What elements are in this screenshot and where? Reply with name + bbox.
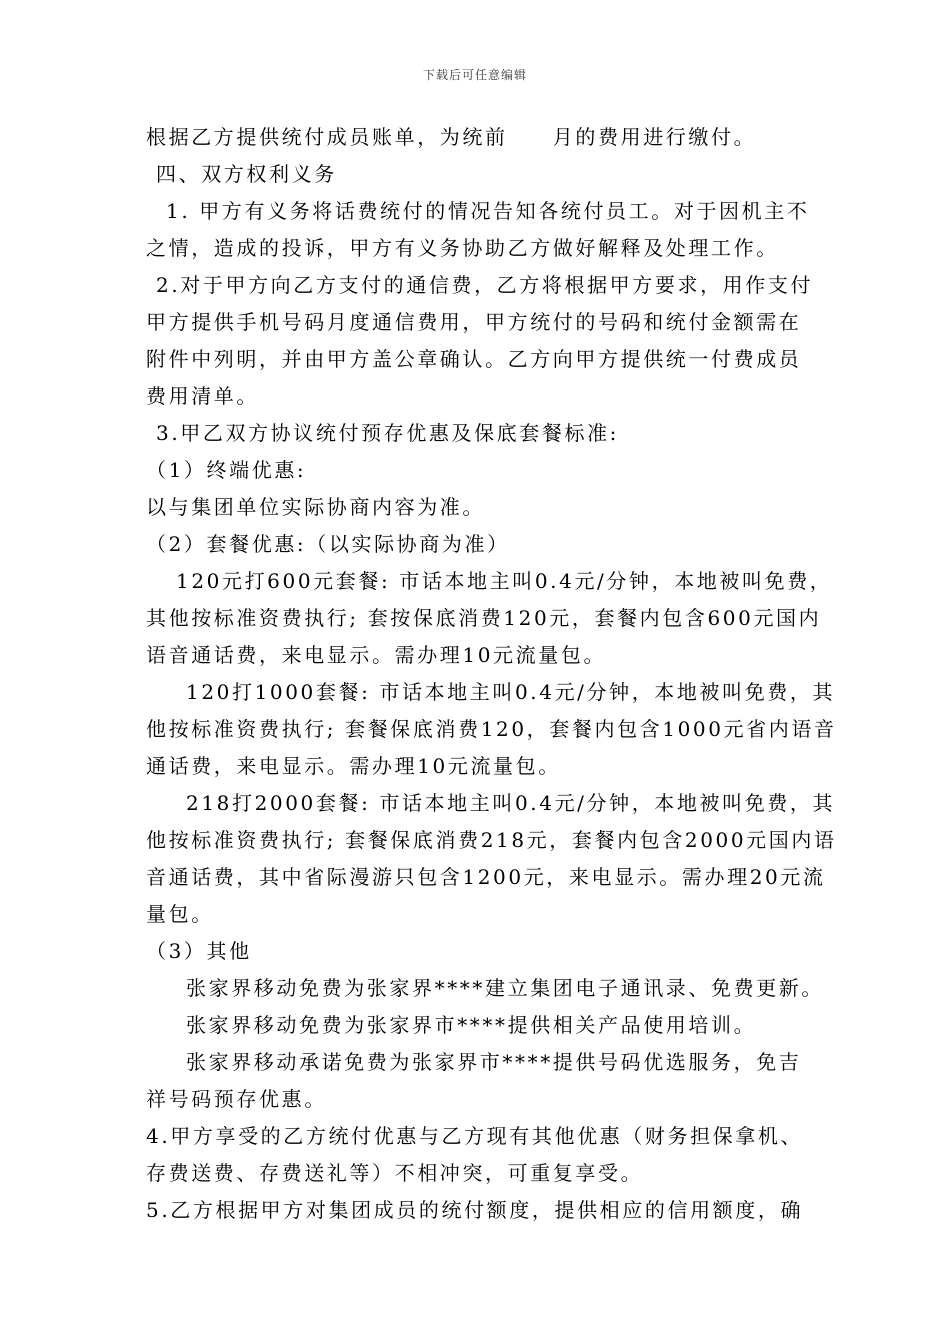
text-line: 语音通话费，来电显示。需办理10元流量包。 [146,643,607,667]
text-line: 2.对于甲方向乙方支付的通信费，乙方将根据甲方要求，用作支付 [156,273,814,297]
text-line: 218打2000套餐: 市话本地主叫0.4元/分钟，本地被叫免费，其 [186,791,836,815]
text-line: 3.甲乙双方协议统付预存优惠及保底套餐标准: [156,421,620,445]
text-line: 5.乙方根据甲方对集团成员的统付额度，提供相应的信用额度，确 [146,1198,804,1222]
text-line: （1）终端优惠: [146,458,307,482]
text-line: 根据乙方提供统付成员账单，为统前 月的费用进行缴付。 [146,125,757,149]
text-line: 费用清单。 [146,384,259,408]
text-line: 附件中列明，并由甲方盖公章确认。乙方向甲方提供统一付费成员 [146,347,802,371]
text-line: 之情，造成的投诉，甲方有义务协助乙方做好解释及处理工作。 [146,236,779,260]
text-line: 120打1000套餐: 市话本地主叫0.4元/分钟，本地被叫免费，其 [186,680,836,704]
text-line: 音通话费，其中省际漫游只包含1200元，来电显示。需办理20元流 [146,865,826,889]
text-line: （2）套餐优惠:（以实际协商为准） [146,532,510,556]
section-heading: 四、双方权利义务 [156,162,337,186]
text-line: 120元打600元套餐: 市话本地主叫0.4元/分钟，本地被叫免费， [176,569,833,593]
text-line: 通话费，来电显示。需办理10元流量包。 [146,754,561,778]
text-line: 他按标准资费执行; 套餐保底消费120，套餐内包含1000元省内语音 [146,717,837,741]
text-line: 1. 甲方有义务将话费统付的情况告知各统付员工。对于因机主不 [166,199,810,223]
text-line: 其他按标准资费执行; 套按保底消费120元，套餐内包含600元国内 [146,606,822,630]
text-line: 他按标准资费执行; 套餐保底消费218元，套餐内包含2000元国内语 [146,828,837,852]
text-line: 量包。 [146,902,214,926]
text-line: （3）其他 [146,939,252,963]
text-line: 张家界移动免费为张家界****建立集团电子通讯录、免费更新。 [186,976,824,1000]
text-line: 存费送费、存费送礼等）不相冲突，可重复享受。 [146,1161,644,1185]
text-line: 甲方提供手机号码月度通信费用，甲方统付的号码和统付金额需在 [146,310,802,334]
text-line: 祥号码预存优惠。 [146,1087,327,1111]
text-line: 4.甲方享受的乙方统付优惠与乙方现有其他优惠（财务担保拿机、 [146,1124,804,1148]
page-header: 下载后可任意编辑 [422,68,527,82]
text-line: 张家界移动免费为张家界市****提供相关产品使用培训。 [186,1013,757,1037]
text-line: 以与集团单位实际协商内容为准。 [146,495,485,519]
text-line: 张家界移动承诺免费为张家界市****提供号码优选服务，免吉 [186,1050,802,1074]
